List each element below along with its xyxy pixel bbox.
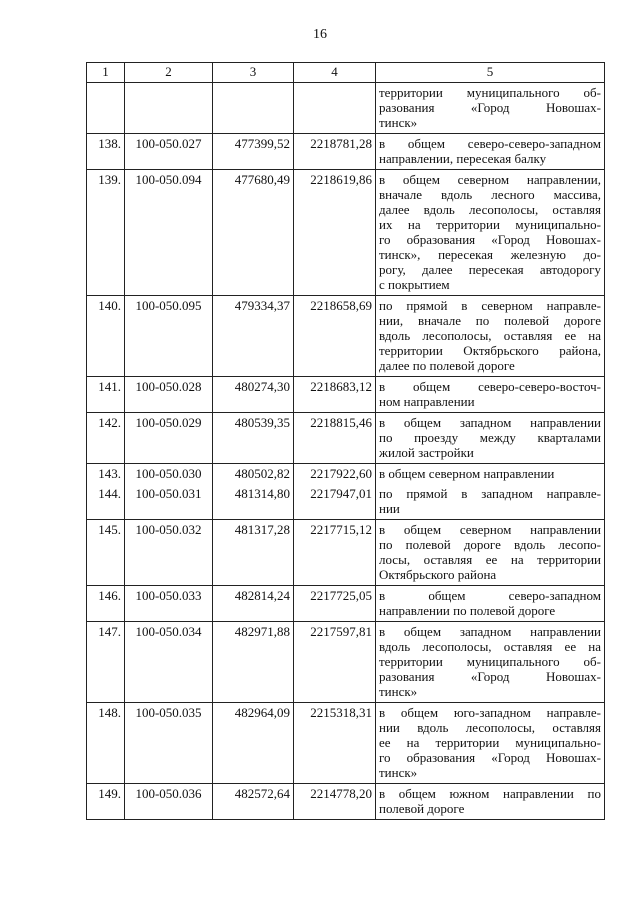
table-row	[87, 83, 605, 134]
description-line: разования «Город Новошах-	[379, 100, 601, 115]
description-line: в общем северном направлении	[379, 522, 601, 537]
page-number: 16	[313, 27, 327, 42]
description-line: рогу, далее пересекая автодорогу	[379, 262, 601, 277]
y-coordinate: 2217725,05	[294, 586, 376, 622]
table-row	[87, 703, 605, 784]
table-row	[87, 484, 605, 520]
description-line: ном направлении	[379, 394, 475, 409]
row-number: 144.	[87, 484, 125, 520]
description-line: в общем западном направлении	[379, 415, 601, 430]
table-row	[87, 134, 605, 170]
description-line: вдоль лесополосы, оставляя ее на	[379, 639, 601, 654]
table-row	[87, 622, 605, 703]
y-coordinate: 2215318,31	[294, 703, 376, 784]
row-number: 141.	[87, 377, 125, 413]
y-coordinate	[294, 83, 376, 134]
row-number	[87, 83, 125, 134]
y-coordinate: 2218815,46	[294, 413, 376, 464]
boundary-description	[376, 134, 605, 170]
y-coordinate: 2218619,86	[294, 170, 376, 296]
y-coordinate: 2218658,69	[294, 296, 376, 377]
boundary-description	[376, 586, 605, 622]
description-line: с покрытием	[379, 277, 450, 292]
y-coordinate: 2217715,12	[294, 520, 376, 586]
row-number: 138.	[87, 134, 125, 170]
description-line: тинск»	[379, 684, 418, 699]
x-coordinate: 482572,64	[213, 784, 294, 820]
description-line: по прямой в северном направле-	[379, 298, 601, 313]
point-code: 100-050.036	[125, 784, 213, 820]
point-code: 100-050.034	[125, 622, 213, 703]
point-code: 100-050.035	[125, 703, 213, 784]
table-row	[87, 464, 605, 485]
column-header: 4	[294, 63, 376, 83]
point-code: 100-050.029	[125, 413, 213, 464]
y-coordinate: 2217947,01	[294, 484, 376, 520]
y-coordinate: 2214778,20	[294, 784, 376, 820]
description-line: в общем северном направлении	[379, 466, 555, 481]
x-coordinate: 481317,28	[213, 520, 294, 586]
x-coordinate: 480539,35	[213, 413, 294, 464]
description-line: ее на территории муниципально-	[379, 735, 601, 750]
x-coordinate: 477680,49	[213, 170, 294, 296]
description-line: их на территории муниципально-	[379, 217, 601, 232]
description-line: в общем северо-северо-западном	[379, 136, 601, 151]
description-line: тинск», пересекая железную до-	[379, 247, 601, 262]
description-line: в общем северо-западном	[379, 588, 601, 603]
column-header: 2	[125, 63, 213, 83]
row-number: 146.	[87, 586, 125, 622]
y-coordinate: 2218683,12	[294, 377, 376, 413]
y-coordinate: 2218781,28	[294, 134, 376, 170]
description-line: по полевой дороге вдоль лесопо-	[379, 537, 601, 552]
description-line: нии, вначале по полевой дороге	[379, 313, 601, 328]
boundary-description	[376, 703, 605, 784]
description-line: территории муниципального об-	[379, 85, 601, 100]
y-coordinate: 2217597,81	[294, 622, 376, 703]
boundary-description	[376, 784, 605, 820]
x-coordinate	[213, 83, 294, 134]
x-coordinate: 477399,52	[213, 134, 294, 170]
x-coordinate: 482971,88	[213, 622, 294, 703]
column-header: 1	[87, 63, 125, 83]
table-row	[87, 586, 605, 622]
description-line: полевой дороге	[379, 801, 465, 816]
description-line: в общем западном направлении	[379, 624, 601, 639]
row-number: 147.	[87, 622, 125, 703]
description-line: го образования «Город Новошах-	[379, 750, 601, 765]
point-code: 100-050.033	[125, 586, 213, 622]
row-number: 142.	[87, 413, 125, 464]
point-code: 100-050.031	[125, 484, 213, 520]
x-coordinate: 480502,82	[213, 464, 294, 485]
description-line: в общем южном направлении по	[379, 786, 601, 801]
boundary-description	[376, 83, 605, 134]
point-code	[125, 83, 213, 134]
boundary-description	[376, 520, 605, 586]
y-coordinate: 2217922,60	[294, 464, 376, 485]
row-number: 143.	[87, 464, 125, 485]
description-line: в общем юго-западном направле-	[379, 705, 601, 720]
table-row	[87, 170, 605, 296]
row-number: 140.	[87, 296, 125, 377]
description-line: тинск»	[379, 765, 418, 780]
point-code: 100-050.032	[125, 520, 213, 586]
x-coordinate: 480274,30	[213, 377, 294, 413]
description-line: нии вдоль лесополосы, оставляя	[379, 720, 601, 735]
description-line: Октябрьского района	[379, 567, 497, 582]
description-line: направлении, пересекая балку	[379, 151, 547, 166]
table-row	[87, 784, 605, 820]
table-row	[87, 413, 605, 464]
description-line: вначале вдоль лесного массива,	[379, 187, 601, 202]
description-line: го образования «Город Новошах-	[379, 232, 601, 247]
boundary-table	[86, 62, 605, 820]
boundary-description	[376, 622, 605, 703]
row-number: 148.	[87, 703, 125, 784]
description-line: разования «Город Новошах-	[379, 669, 601, 684]
point-code: 100-050.095	[125, 296, 213, 377]
description-line: жилой застройки	[379, 445, 474, 460]
description-line: вдоль лесополосы, оставляя ее на	[379, 328, 601, 343]
description-line: по проезду между кварталами	[379, 430, 601, 445]
row-number: 149.	[87, 784, 125, 820]
x-coordinate: 482964,09	[213, 703, 294, 784]
table-header-row	[87, 63, 605, 83]
description-line: далее вдоль лесополосы, оставляя	[379, 202, 601, 217]
description-line: направлении по полевой дороге	[379, 603, 556, 618]
point-code: 100-050.027	[125, 134, 213, 170]
x-coordinate: 481314,80	[213, 484, 294, 520]
x-coordinate: 482814,24	[213, 586, 294, 622]
description-line: лосы, оставляя ее на территории	[379, 552, 601, 567]
boundary-description	[376, 464, 605, 485]
boundary-description	[376, 413, 605, 464]
column-header: 3	[213, 63, 294, 83]
table-row	[87, 377, 605, 413]
description-line: нии	[379, 501, 400, 516]
boundary-description	[376, 296, 605, 377]
point-code: 100-050.094	[125, 170, 213, 296]
boundary-description	[376, 484, 605, 520]
boundary-description	[376, 377, 605, 413]
description-line: тинск»	[379, 115, 418, 130]
point-code: 100-050.030	[125, 464, 213, 485]
table-row	[87, 296, 605, 377]
description-line: территории Октябрьского района,	[379, 343, 601, 358]
row-number: 139.	[87, 170, 125, 296]
x-coordinate: 479334,37	[213, 296, 294, 377]
description-line: в общем северном направлении,	[379, 172, 601, 187]
description-line: территории муниципального об-	[379, 654, 601, 669]
table-row	[87, 520, 605, 586]
point-code: 100-050.028	[125, 377, 213, 413]
column-header: 5	[376, 63, 605, 83]
row-number: 145.	[87, 520, 125, 586]
description-line: далее по полевой дороге	[379, 358, 515, 373]
description-line: в общем северо-северо-восточ-	[379, 379, 601, 394]
boundary-description	[376, 170, 605, 296]
description-line: по прямой в западном направле-	[379, 486, 601, 501]
